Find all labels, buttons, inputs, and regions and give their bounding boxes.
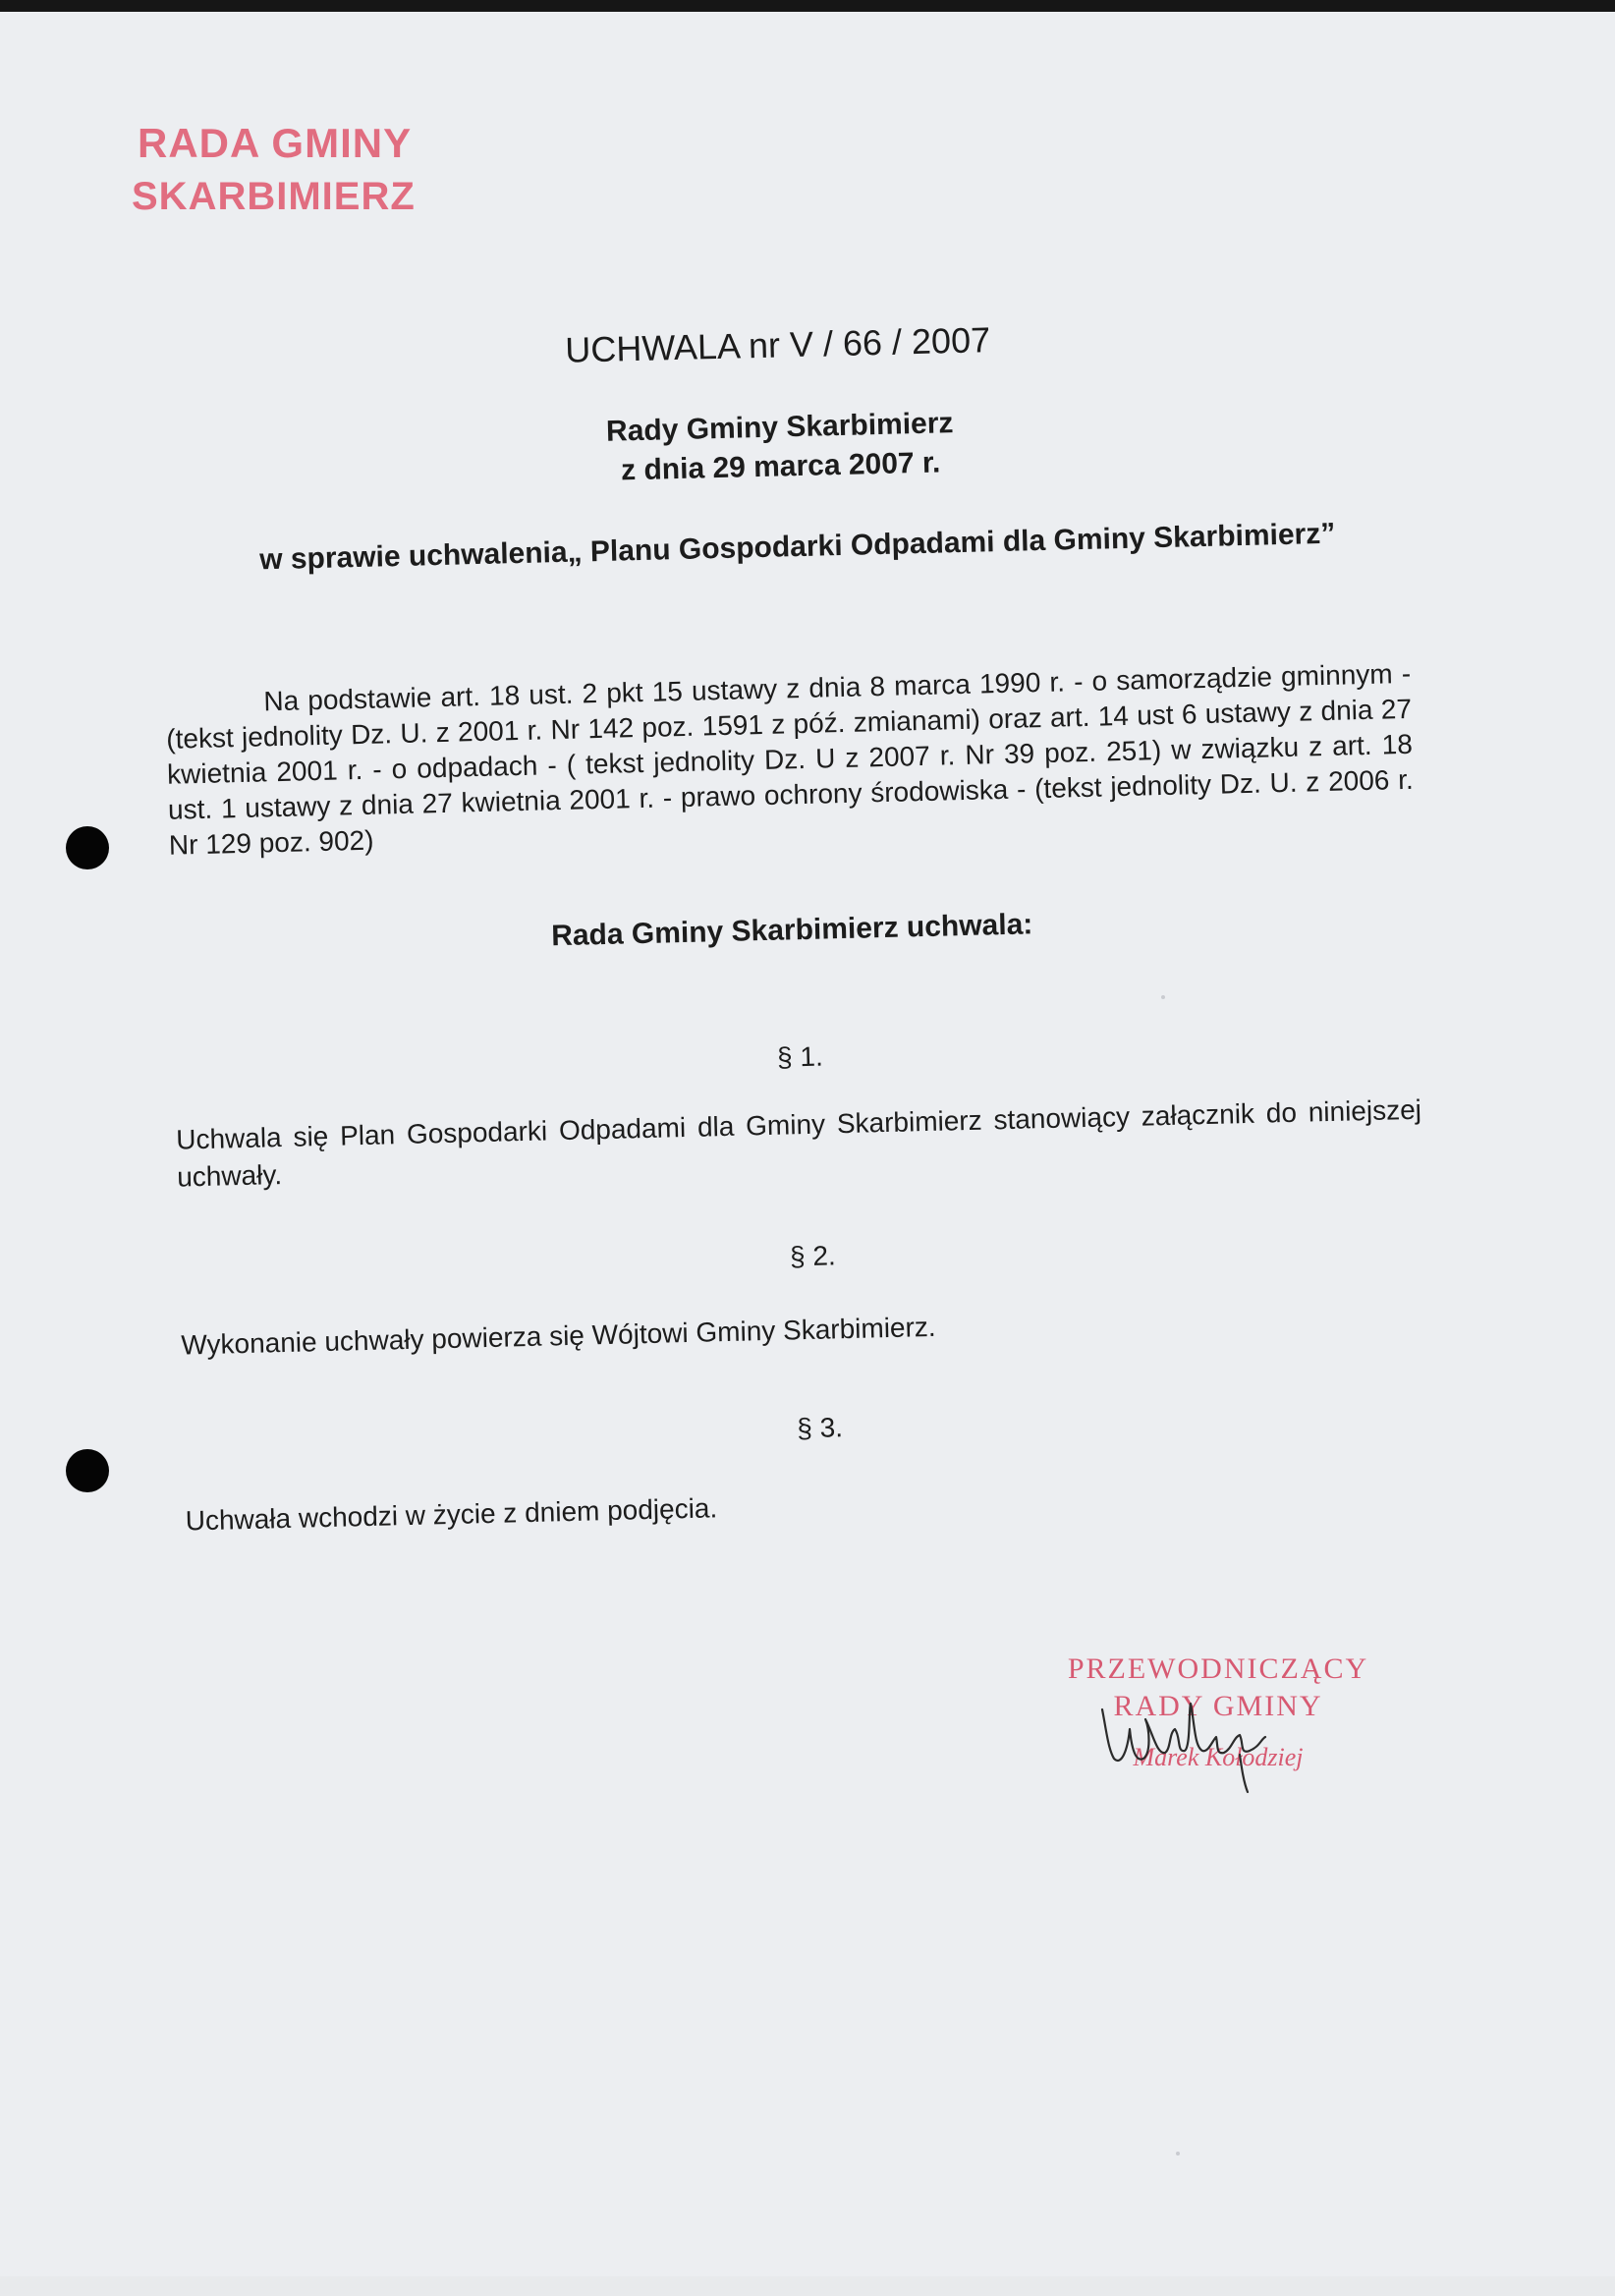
- paper-speck: [1161, 995, 1165, 999]
- resolution-title: UCHWALA nr V / 66 / 2007: [564, 319, 991, 370]
- legal-basis-paragraph: Na podstawie art. 18 ust. 2 pkt 15 ustawy z dnia 8 marca 1990 r. - o samorządzie gminnym - (tekst jednolity Dz. U. z 2001 r. Nr 142 poz. 1591 z póź. zmianami) oraz art. 14 ust 6 ustawy z dnia 27 kwietnia 2001 r. - o odpadach - ( tekst jednolity Dz. U z 2007 r. Nr 39 poz. 251) w związku z art. 18 ust. 1 ustawy z dnia 27 kwietnia 2001 r. - prawo ochrony środowiska - (tekst jednolity Dz. U. z 2006 r. Nr 129 poz. 902): [165, 657, 1415, 861]
- section-2-mark: § 2.: [789, 1240, 837, 1272]
- chairman-council: RADY GMINY: [1113, 1690, 1323, 1722]
- punch-hole-bottom: [66, 1449, 109, 1492]
- resolves-heading: Rada Gminy Skarbimierz uchwala:: [550, 908, 1033, 953]
- council-stamp-line1: RADA GMINY: [138, 120, 413, 166]
- handwritten-signature-icon: [1092, 1690, 1289, 1798]
- resolution-subject: w sprawie uchwalenia„ Planu Gospodarki Odpadami dla Gminy Skarbimierz”: [258, 517, 1336, 577]
- section-3-mark: § 3.: [796, 1412, 844, 1444]
- paper-speck: [1176, 2152, 1180, 2156]
- council-stamp-line2: SKARBIMIERZ: [132, 175, 416, 218]
- chairman-name: Marek Kołodziej: [1133, 1743, 1304, 1771]
- section-3-text: Uchwała wchodzi w życie z dniem podjęcia.: [185, 1492, 718, 1537]
- chairman-title: PRZEWODNICZĄCY: [1067, 1652, 1369, 1685]
- council-name: Rady Gminy Skarbimierz: [605, 407, 954, 448]
- section-2-text: Wykonanie uchwały powierza się Wójtowi Gminy Skarbimierz.: [181, 1311, 936, 1361]
- punch-hole-top: [66, 826, 109, 869]
- resolution-date: z dnia 29 marca 2007 r.: [620, 446, 941, 487]
- section-1-mark: § 1.: [776, 1040, 824, 1073]
- section-1-text: Uchwala się Plan Gospodarki Odpadami dla Gminy Skarbimierz stanowiący załącznik do niniejszej uchwały.: [175, 1093, 1422, 1193]
